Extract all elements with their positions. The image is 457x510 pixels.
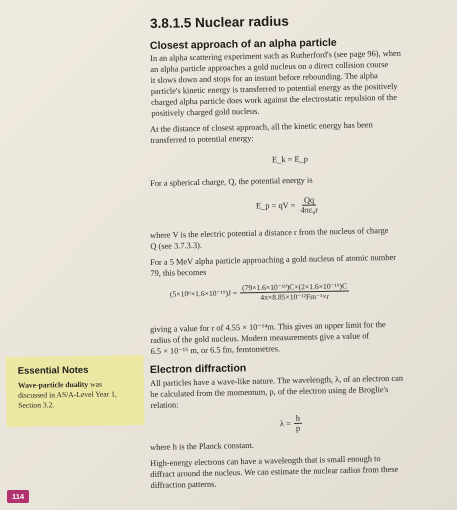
closest-approach-heading: Closest approach of an alpha particle xyxy=(149,36,337,52)
diffraction-paragraph-3: High-energy electrons can have a wavelength that is small enough to diffract around the nucleus. We can estimate the nuclear radius from these diffraction patterns. xyxy=(150,454,399,491)
electron-diffraction-heading: Electron diffraction xyxy=(149,362,247,376)
closest-paragraph-4: where V is the electric potential a distance r from the nucleus of charge Q (see 3.7.3.3). xyxy=(150,226,389,252)
closest-paragraph-5: For a 5 MeV alpha particle approaching a gold nucleus of atomic number 79, this becomes xyxy=(150,252,397,279)
closest-paragraph-2: At the distance of closest approach, all the kinetic energy has been transferred to potential energy: xyxy=(150,120,373,146)
essential-notes-keyword: Wave-particle duality xyxy=(17,379,89,390)
essential-notes-box xyxy=(6,355,145,427)
diffraction-paragraph-1: All particles have a wave-like nature. The wavelength, λ, of an electron can be calculated from the momentum, p, of the electron using de Broglie's relation: xyxy=(150,373,404,411)
diffraction-paragraph-2: where h is the Planck constant. xyxy=(150,440,254,452)
page-number-badge: 114 xyxy=(7,490,29,503)
equation-ek-ep: E_k = E_p xyxy=(271,154,308,165)
closest-paragraph-1: In an alpha scattering experiment such as Rutherford's (see page 96), when an alpha particle approaches a gold nucleus on a direct collision course it slows down and stops for an instant before rebounding. The alpha particle's kinetic energy is transferred to potential energy as the positively charged alpha particle does work against the electrostatic repulsion of the positively charged gold nucleus. xyxy=(150,48,401,119)
closest-paragraph-6: giving a value for r of 4.55 × 10⁻¹⁴m. This gives an upper limit for the radius of the gold nucleus. Modern measurements give a value of 6.5 × 10⁻¹⁵ m, or 6.5 fm, femtometres. xyxy=(150,320,386,357)
closest-paragraph-3: For a spherical charge, Q, the potential energy is xyxy=(150,175,313,188)
equation-closest-approach: (5×10⁶×1.6×10⁻¹⁹)J = $\frac{\text{(79×1.6×10⁻¹⁹)C×(2×1.6×10⁻¹⁹)C}}{\text{4π×8.85×10⁻¹²Fm⁻¹×r}}$ xyxy=(170,281,350,303)
equation-de-broglie: λ = $\frac{h}{p}$ xyxy=(279,413,301,433)
essential-notes-title: Essential Notes xyxy=(17,364,89,377)
essential-notes-body: Wave-particle duality was discussed in AS/A-Level Year 1, Section 3.2. xyxy=(17,379,117,410)
section-heading: 3.8.1.5 Nuclear radius xyxy=(149,13,289,31)
equation-potential-energy: E_p = qV = $\frac{Qq}{\text{4πε₀r}}$ xyxy=(255,195,319,215)
